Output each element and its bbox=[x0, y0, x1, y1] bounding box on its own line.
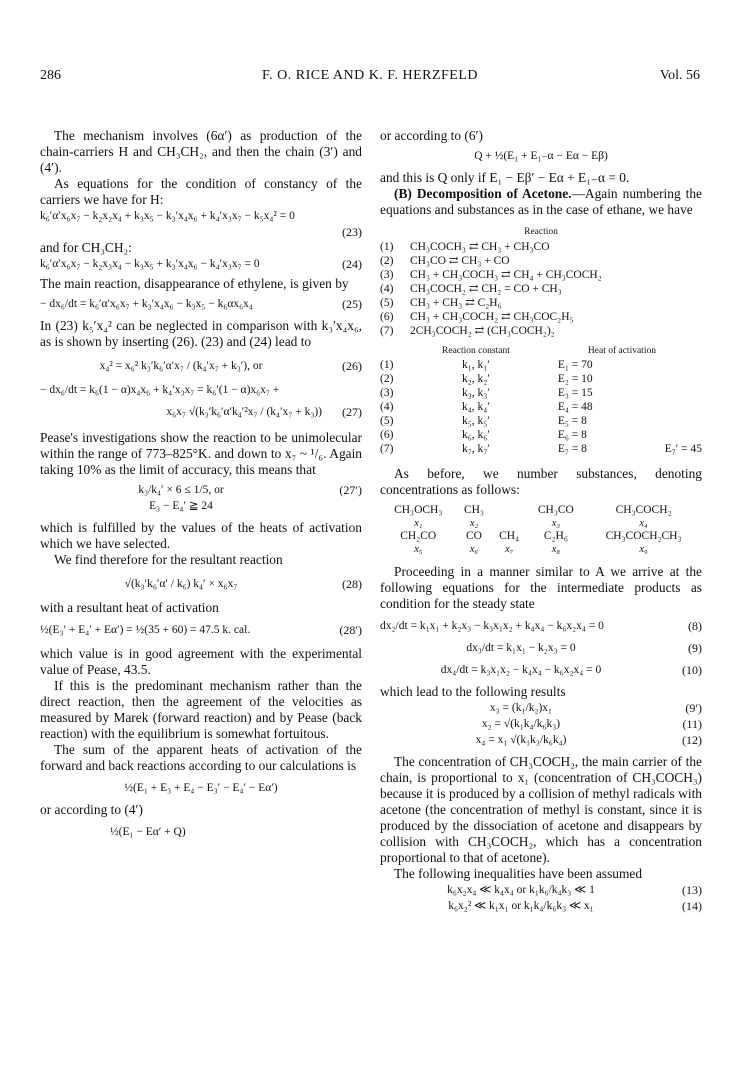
reaction-equation: CH₃ + CH₃COCH₃ ⇄ CH₄ + CH₃COCH₂ bbox=[410, 269, 602, 281]
heat-of-activation: E₄ = 48 bbox=[557, 401, 593, 413]
page-number: 286 bbox=[40, 68, 61, 83]
paragraph-section-b: (B) Decomposition of Acetone.—Again numbering the equations and substances as in the case of ethane, we have bbox=[380, 186, 703, 217]
symbol: x₁ bbox=[414, 518, 423, 529]
reaction-number: (1) bbox=[380, 241, 394, 253]
reaction-constant: k₆, k₆′ bbox=[462, 429, 490, 441]
reaction-equation: CH₃COCH₂ ⇄ CH₂ = CO + CH₃ bbox=[410, 283, 562, 295]
reaction-row bbox=[380, 324, 702, 338]
equation-q: ½(E₁ − Eα′ + Q) bbox=[110, 826, 186, 838]
symbol: x₄ bbox=[639, 518, 648, 529]
equation-14: k₆x₂² ≪ k₁x₁ or k₁k₄/k₆k₃ ≪ x₁ (14) bbox=[448, 899, 702, 913]
section-heading: (B) Decomposition of Acetone. bbox=[394, 186, 572, 201]
paragraph: The main reaction, disappearance of ethylene, is given by bbox=[40, 276, 349, 291]
substance: CH₃COCH₂CH₃ bbox=[605, 530, 682, 542]
reaction-number: (2) bbox=[380, 373, 394, 385]
column-header: Heat of activation bbox=[587, 346, 656, 356]
equation-9: dx₃/dt = k₁x₁ − k₂x₃ = 0 (9) bbox=[466, 641, 702, 655]
paragraph: If this is the predominant mechanism rather than the direct reaction, then the agreement of the velocities as measured by Marek (forward reaction) and by Pease (back reaction) with the equilibrium is somewhat fortuitous. bbox=[40, 678, 362, 741]
heat-of-activation: E₅ = 8 bbox=[557, 415, 587, 427]
symbol: x₈ bbox=[551, 544, 561, 555]
equation-13: k₆x₂x₄ ≪ k₄x₄ or k₁k₆/k₄k₃ ≪ 1 (13) bbox=[447, 883, 702, 897]
equation-10: dx₄/dt = k₃x₁x₂ − k₄x₄ − k₆x₂x₄ = 0 (10) bbox=[440, 663, 702, 677]
paragraph: In (23) k₅′x₄² can be neglected in comparison with k₃′x₄x₆, as is shown by inserting (26). (23) and (24) lead to bbox=[40, 318, 362, 349]
reaction-row bbox=[380, 310, 702, 324]
constant-row bbox=[380, 372, 702, 386]
reaction-number: (6) bbox=[380, 429, 394, 441]
equation-26: x₄² = x₆² k₃′k₆′α′x₇ / (k₄′x₇ + k₃′), or (26) bbox=[99, 359, 362, 373]
substance: CH₃OCH₃ bbox=[394, 504, 443, 516]
paragraph: and for CH₃CH₂: bbox=[40, 240, 132, 255]
left-column bbox=[40, 128, 362, 840]
reaction-number: (4) bbox=[380, 283, 394, 295]
equation-number: (23) bbox=[342, 225, 362, 239]
constant-row bbox=[380, 428, 702, 442]
reaction-row bbox=[380, 268, 702, 282]
reaction-table bbox=[380, 240, 702, 338]
substance: C₂H₆ bbox=[543, 530, 568, 542]
reaction-constant: k₅, k₅′ bbox=[462, 415, 490, 427]
equation-27-prime-b: E₃ − E₄′ ≧ 24 bbox=[149, 500, 213, 512]
reaction-number: (6) bbox=[380, 311, 394, 323]
reaction-number: (4) bbox=[380, 401, 394, 413]
reaction-row bbox=[380, 254, 702, 268]
equation-9-prime: x₃ = (k₁/k₂)x₁ (9′) bbox=[489, 701, 702, 715]
symbol: x₉ bbox=[639, 544, 648, 555]
constant-row bbox=[380, 414, 702, 428]
constants-table bbox=[380, 344, 702, 456]
equation-11: x₂ = √(k₁k₄/k₆k₃) (11) bbox=[481, 717, 702, 731]
paragraph: or according to (4′) bbox=[40, 802, 143, 817]
running-title: F. O. RICE AND K. F. HERZFELD bbox=[261, 68, 479, 83]
constant-row bbox=[380, 400, 702, 414]
equation-27: x₆x₇ √(k₃′k₆′α′k₄′²x₇ / (k₄′x₇ + k₃)) (27) bbox=[166, 405, 362, 419]
heat-of-activation: E₂ = 10 bbox=[557, 373, 593, 385]
reaction-number: (5) bbox=[380, 297, 394, 309]
reaction-equation: CH₃ + CH₃ ⇄ C₂H₆ bbox=[410, 297, 502, 309]
paragraph: We find therefore for the resultant reaction bbox=[54, 552, 283, 567]
substance: CH₃CO bbox=[537, 504, 574, 516]
constant-row bbox=[380, 442, 702, 456]
paragraph: The sum of the apparent heats of activation of the forward and back reactions according to our calculations is bbox=[40, 742, 362, 773]
reaction-number: (7) bbox=[380, 325, 394, 337]
symbol: x₇ bbox=[504, 544, 514, 555]
reaction-number: (7) bbox=[380, 443, 394, 455]
reaction-equation: CH₃CO ⇄ CH₃ + CO bbox=[410, 255, 510, 267]
reaction-row bbox=[380, 282, 702, 296]
reaction-row bbox=[380, 240, 702, 254]
equation-28-prime: ½(E₃′ + E₄′ + Eα′) = ½(35 + 60) = 47.5 k. cal. (28′) bbox=[40, 623, 362, 637]
reaction-table-heading: Reaction bbox=[524, 227, 558, 237]
paragraph: The concentration of CH₃COCH₂, the main carrier of the chain, is proportional to x₁ (concentration of CH₃COCH₃) because it is produced by a collision of methyl radicals with acetone (the concentration of methyl is constant, since it is produced by the dissociation of acetone and disappears by collision with CH₃COCH₂, which has a concentration proportional to that of acetone). bbox=[380, 754, 702, 865]
reaction-number: (3) bbox=[380, 387, 394, 399]
substance: CO bbox=[466, 530, 482, 542]
reaction-constant: k₁, k₁′ bbox=[462, 359, 490, 371]
equation-12: x₄ = x₁ √(k₁k₃/k₆k₄) (12) bbox=[475, 733, 702, 747]
constant-row bbox=[380, 386, 702, 400]
reaction-number: (2) bbox=[380, 255, 394, 267]
reaction-number: (3) bbox=[380, 269, 394, 281]
running-header bbox=[40, 68, 700, 88]
equation-23: k₆′α′x₆x₇ − k₂x₂x₄ + k₃x₅ − k₃′x₄x₆ + k₄′x₃x₇ − k₅x₄² = 0 bbox=[40, 210, 295, 222]
reaction-constant: k₇, k₇′ bbox=[462, 443, 490, 455]
reaction-equation: CH₃ + CH₃COCH₂ ⇄ CH₃COC₂H₅ bbox=[410, 311, 574, 323]
paragraph: The mechanism involves (6α′) as production of the chain-carriers H and CH₃CH₂, and then the chain (3′) and (4′). bbox=[40, 128, 362, 175]
reaction-number: (1) bbox=[380, 359, 394, 371]
right-column bbox=[380, 128, 702, 914]
reaction-row bbox=[380, 296, 702, 310]
reaction-equation: 2CH₃COCH₂ ⇄ (CH₃COCH₂)₂ bbox=[410, 325, 555, 337]
paragraph: As equations for the condition of constancy of the carriers we have for H: bbox=[40, 176, 362, 207]
heat-of-activation: E₃ = 15 bbox=[557, 387, 593, 399]
symbol: x₂ bbox=[469, 518, 479, 529]
equation-sum: ½(E₁ + E₃ + E₄ − E₃′ − E₄′ − Eα′) bbox=[124, 782, 278, 794]
paragraph: As before, we number substances, denoting concentrations as follows: bbox=[380, 466, 702, 497]
paragraph: which value is in good agreement with the experimental value of Pease, 43.5. bbox=[40, 646, 362, 677]
equation-q2: Q + ½(E₁ + E₁₋α − Eα − Eβ) bbox=[474, 150, 608, 162]
concentration-table bbox=[380, 504, 702, 556]
paragraph: The following inequalities have been assumed bbox=[394, 866, 643, 881]
reaction-constant: k₃, k₃′ bbox=[462, 387, 490, 399]
substance: CH₂CO bbox=[400, 530, 437, 542]
equation-24: k₆′α′x₆x₇ − k₂x₃x₄ − k₃x₅ + k₃′x₄x₆ − k₄′x₃x₇ = 0 (24) bbox=[40, 257, 362, 271]
paragraph: or according to (6′) bbox=[380, 128, 483, 143]
symbol: x₆ bbox=[469, 544, 479, 555]
paragraph: and this is Q only if E₁ − Eβ′ − Eα + E₁₋α = 0. bbox=[380, 170, 630, 185]
equation-28: √(k₃′k₆′α′ / k₆) k₄′ × x₆x₇ (28) bbox=[124, 577, 362, 591]
substance: CH₄ bbox=[499, 530, 520, 542]
paragraph: Pease's investigations show the reaction to be unimolecular within the range of 773–825°K. and down to x₇ ~ ¹/₆. Again taking 10% as the limit of accuracy, this means that bbox=[40, 430, 362, 477]
equation-8: dx₂/dt = k₁x₁ + k₂x₃ − k₃x₁x₂ + k₄x₄ − k₆x₂x₄ = 0 (8) bbox=[380, 619, 702, 633]
volume-label: Vol. 56 bbox=[659, 68, 700, 83]
heat-of-activation: E₆ = 8 bbox=[557, 429, 587, 441]
equation-27-prime: k₃/k₄′ × 6 ≤ 1/5, or (27′) bbox=[138, 483, 362, 497]
constant-row bbox=[380, 358, 702, 372]
symbol: x₃ bbox=[551, 518, 561, 529]
paragraph: which lead to the following results bbox=[380, 684, 566, 699]
column-header: Reaction constant bbox=[442, 346, 510, 356]
heat-of-activation: E₇ = 8 E₇′ = 45 bbox=[557, 443, 702, 455]
reaction-equation: CH₃COCH₃ ⇄ CH₃ + CH₃CO bbox=[410, 241, 550, 253]
reaction-number: (5) bbox=[380, 415, 394, 427]
paragraph: with a resultant heat of activation bbox=[40, 600, 219, 615]
substance: CH₃COCH₂ bbox=[615, 504, 672, 516]
paragraph: which is fulfilled by the values of the heats of activation which we have selected. bbox=[40, 520, 362, 551]
reaction-constant: k₂, k₂′ bbox=[462, 373, 490, 385]
symbol: x₅ bbox=[414, 544, 423, 555]
paragraph: Proceeding in a manner similar to A we arrive at the following equations for the intermediate products as condition for the steady state bbox=[380, 564, 702, 611]
heat-of-activation: E₁ = 70 bbox=[557, 359, 593, 371]
substance: CH₃ bbox=[464, 504, 484, 516]
equation-26b: − dx₆/dt = k₆(1 − α)x₄x₆ + k₄′x₃x₇ = k₆′(1 − α)x₆x₇ + bbox=[40, 384, 280, 396]
equation-25: − dx₆/dt = k₆′α′x₆x₇ + k₃′x₄x₆ − k₃x₅ − k₆αx₆x₄ (25) bbox=[40, 297, 362, 311]
reaction-constant: k₄, k₄′ bbox=[462, 401, 490, 413]
